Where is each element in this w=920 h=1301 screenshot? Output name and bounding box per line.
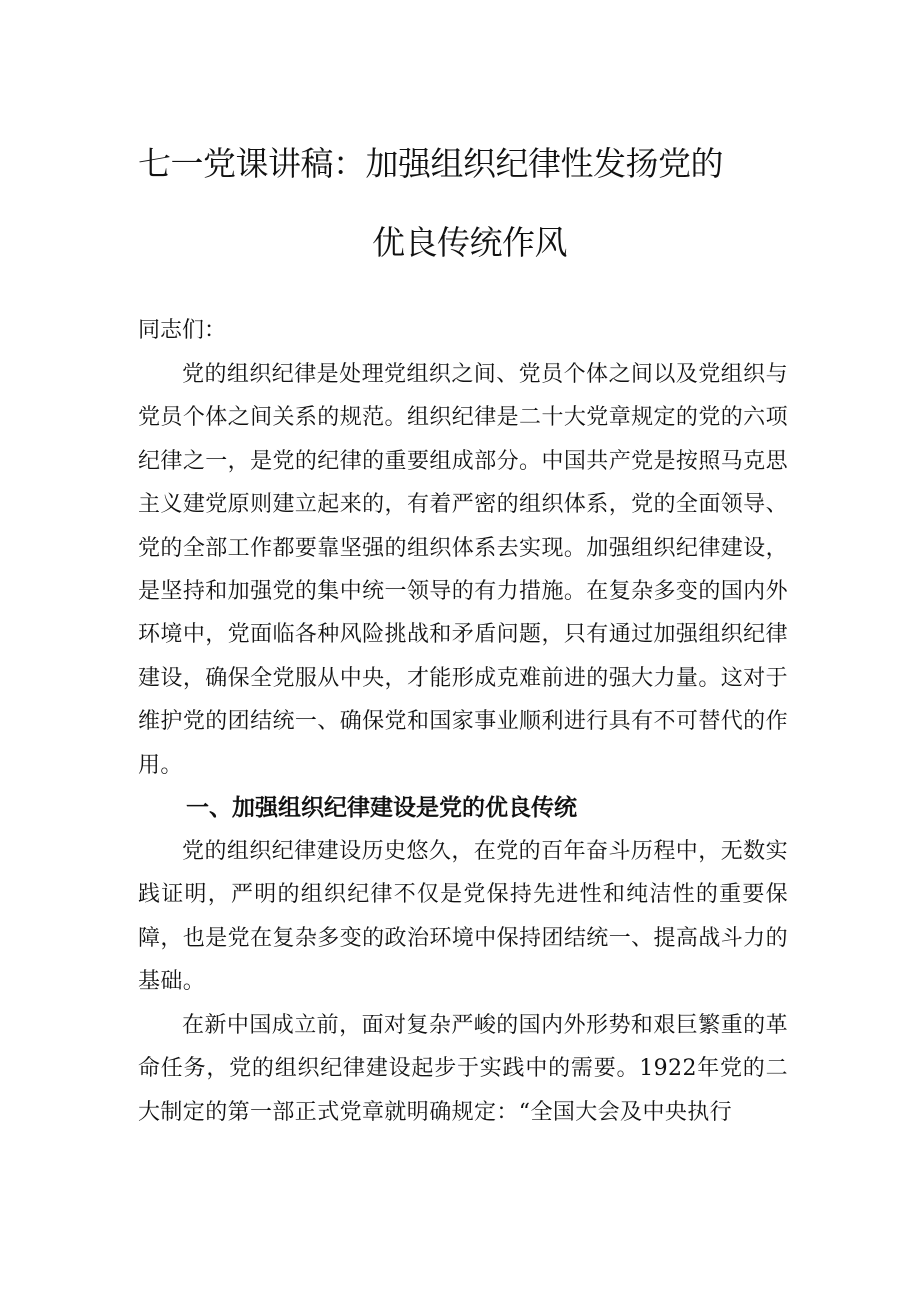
section-heading: 一、加强组织纪律建设是党的优良传统 [186, 795, 577, 821]
salutation: 同志们： [138, 318, 227, 343]
document-title-line-1: 七一党课讲稿：加强组织纪律性发扬党的 [138, 144, 723, 183]
paragraph-intro: 党的组织纪律是处理党组织之间、党员个体之间以及党组织与党员个体之间关系的规范。组织纪律是二十大党章规定的党的六项纪律之一，是党的纪律的重要组成部分。中国共产党是按照马克思主义建党原则建立起来的，有着严密的组织体系，党的全面领导、党的全部工作都要靠坚强的组织体系去实现。加强组织纪律建设，是坚持和加强党的集中统一领导的有力措施。在复杂多变的国内外环境中，党面临各种风险挑战和矛盾问题，只有通过加强组织纪律建设，确保全党服从中央，才能形成克难前进的强大力量。这对于维护党的团结统一、确保党和国家事业顺利进行具有不可替代的作用。 [138, 362, 788, 778]
paragraph-pre-prc: 在新中国成立前，面对复杂严峻的国内外形势和艰巨繁重的革命任务，党的组织纪律建设起步于实践中的需要。1922年党的二大制定的第一部正式党章就明确规定：“全国大会及中央执行 [138, 1013, 788, 1125]
paragraph-history: 党的组织纪律建设历史悠久，在党的百年奋斗历程中，无数实践证明，严明的组织纪律不仅是党保持先进性和纯洁性的重要保障，也是党在复杂多变的政治环境中保持团结统一、提高战斗力的基础。 [138, 839, 788, 995]
document-title-line-2: 优良传统作风 [372, 223, 567, 262]
